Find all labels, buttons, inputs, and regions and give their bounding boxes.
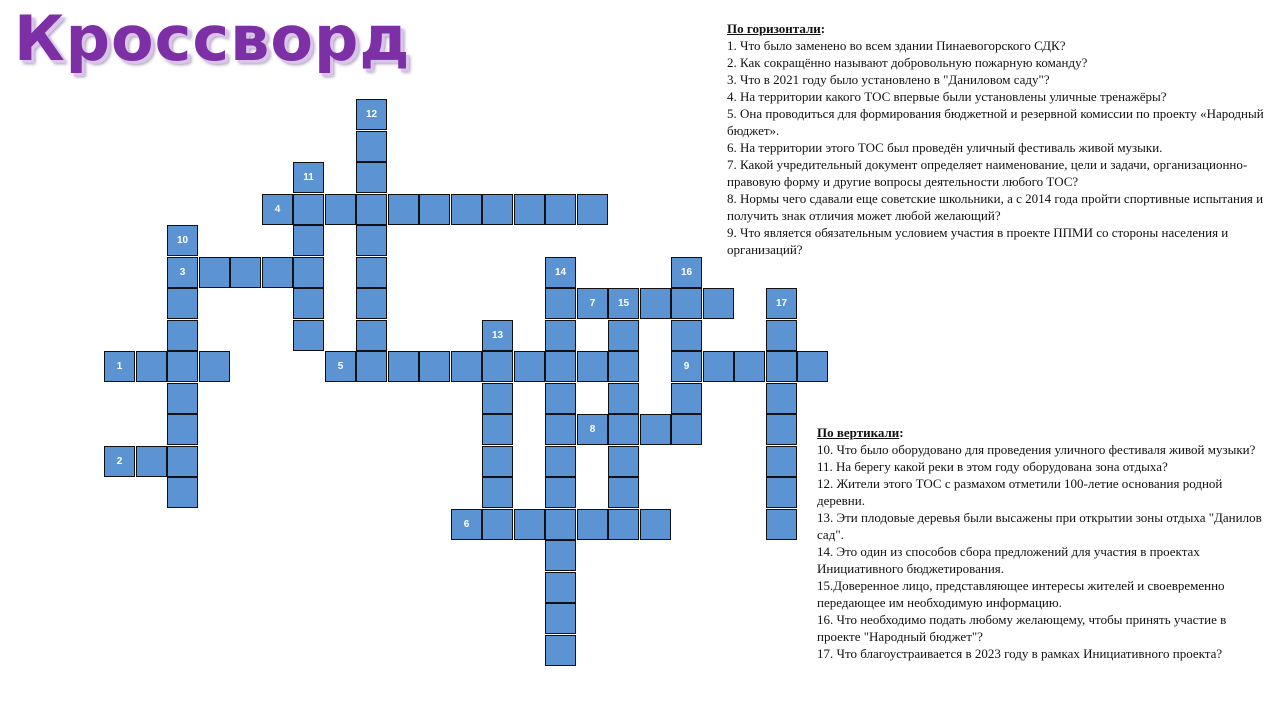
crossword-cell[interactable] xyxy=(388,351,419,382)
across-clue: 2. Как сокращённо называют добровольную пожарную команду? xyxy=(727,55,1088,70)
across-heading: По горизонтали xyxy=(727,21,821,36)
crossword-cell[interactable] xyxy=(482,351,513,382)
page-title: Кроссворд xyxy=(14,2,411,75)
down-clue: 13. Эти плодовые деревья были высажены при открытии зоны отдыха "Данилов сад". xyxy=(817,510,1262,542)
crossword-cell[interactable] xyxy=(671,351,702,382)
crossword-cell[interactable] xyxy=(199,351,230,382)
crossword-cell[interactable] xyxy=(545,540,576,571)
crossword-cell[interactable] xyxy=(356,288,387,319)
crossword-cell[interactable] xyxy=(671,288,702,319)
crossword-cell[interactable] xyxy=(293,162,324,193)
crossword-cell[interactable] xyxy=(640,288,671,319)
crossword-cell[interactable] xyxy=(451,194,482,225)
crossword-cell[interactable] xyxy=(766,351,797,382)
crossword-cell[interactable] xyxy=(356,257,387,288)
crossword-cell[interactable] xyxy=(167,351,198,382)
crossword-cell[interactable] xyxy=(167,257,198,288)
crossword-cell[interactable] xyxy=(703,351,734,382)
crossword-cell[interactable] xyxy=(356,194,387,225)
clue-number: 7 xyxy=(589,298,596,309)
clues-down xyxy=(817,424,1267,662)
crossword-cell[interactable] xyxy=(293,257,324,288)
down-clue: 14. Это один из способов сбора предложений для участия в проектах Инициативного бюджетирования. xyxy=(817,544,1200,576)
crossword-cell[interactable] xyxy=(482,414,513,445)
clue-number: 9 xyxy=(683,361,690,372)
crossword-cell[interactable] xyxy=(167,477,198,508)
crossword-cell[interactable] xyxy=(545,383,576,414)
crossword-cell[interactable] xyxy=(608,509,639,540)
crossword-cell[interactable] xyxy=(703,288,734,319)
crossword-cell[interactable] xyxy=(325,351,356,382)
down-clue: 11. На берегу какой реки в этом году оборудована зона отдыха? xyxy=(817,459,1168,474)
crossword-cell[interactable] xyxy=(167,225,198,256)
clue-number: 17 xyxy=(775,298,788,309)
crossword-cell[interactable] xyxy=(545,477,576,508)
crossword-cell[interactable] xyxy=(766,320,797,351)
crossword-cell[interactable] xyxy=(104,351,135,382)
crossword-cell[interactable] xyxy=(482,320,513,351)
clue-number: 1 xyxy=(116,361,123,372)
crossword-cell[interactable] xyxy=(545,194,576,225)
crossword-cell[interactable] xyxy=(608,351,639,382)
crossword-cell[interactable] xyxy=(766,509,797,540)
crossword-cell[interactable] xyxy=(545,320,576,351)
clue-number: 6 xyxy=(463,519,470,530)
crossword-cell[interactable] xyxy=(608,320,639,351)
crossword-cell[interactable] xyxy=(356,131,387,162)
crossword-cell[interactable] xyxy=(293,288,324,319)
crossword-cell[interactable] xyxy=(577,414,608,445)
crossword-cell[interactable] xyxy=(199,257,230,288)
clue-number: 10 xyxy=(176,235,189,246)
down-clue: 10. Что было оборудовано для проведения уличного фестиваля живой музыки? xyxy=(817,442,1256,457)
crossword-cell[interactable] xyxy=(545,603,576,634)
crossword-cell[interactable] xyxy=(356,99,387,130)
clue-number: 3 xyxy=(179,267,186,278)
crossword-cell[interactable] xyxy=(514,351,545,382)
crossword-cell[interactable] xyxy=(608,446,639,477)
crossword-cell[interactable] xyxy=(608,383,639,414)
crossword-cell[interactable] xyxy=(734,351,765,382)
crossword-cell[interactable] xyxy=(482,446,513,477)
crossword-cell[interactable] xyxy=(514,509,545,540)
crossword-cell[interactable] xyxy=(545,509,576,540)
crossword-cell[interactable] xyxy=(262,194,293,225)
clue-number: 13 xyxy=(491,330,504,341)
crossword-cell[interactable] xyxy=(797,351,828,382)
crossword-cell[interactable] xyxy=(671,257,702,288)
crossword-cell[interactable] xyxy=(640,414,671,445)
crossword-cell[interactable] xyxy=(514,194,545,225)
across-clue: 3. Что в 2021 году было установлено в "Даниловом саду"? xyxy=(727,72,1050,87)
crossword-cell[interactable] xyxy=(325,194,356,225)
crossword-cell[interactable] xyxy=(136,351,167,382)
clue-number: 11 xyxy=(303,172,314,183)
clue-number: 12 xyxy=(365,109,378,120)
crossword-cell[interactable] xyxy=(545,351,576,382)
crossword-cell[interactable] xyxy=(451,509,482,540)
crossword-cell[interactable] xyxy=(167,320,198,351)
across-clue: 7. Какой учредительный документ определяет наименование, цели и задачи, организационно-правовую форму и другие вопросы деятельности любого ТОС? xyxy=(727,157,1248,189)
crossword-cell[interactable] xyxy=(545,446,576,477)
crossword-cell[interactable] xyxy=(451,351,482,382)
crossword-cell[interactable] xyxy=(419,351,450,382)
across-heading-colon: : xyxy=(820,21,826,36)
crossword-cell[interactable] xyxy=(293,320,324,351)
crossword-cell[interactable] xyxy=(545,288,576,319)
clue-number: 4 xyxy=(274,204,281,215)
crossword-cell[interactable] xyxy=(577,194,608,225)
crossword-cell[interactable] xyxy=(356,162,387,193)
crossword-cell[interactable] xyxy=(482,477,513,508)
crossword-cell[interactable] xyxy=(671,383,702,414)
crossword-cell[interactable] xyxy=(766,414,797,445)
across-clue: 5. Она проводиться для формирования бюджетной и резервной комиссии по проекту «Народный бюджет». xyxy=(727,106,1264,138)
down-heading-colon: : xyxy=(899,425,904,440)
crossword-cell[interactable] xyxy=(545,572,576,603)
crossword-cell[interactable] xyxy=(356,225,387,256)
down-clue: 15.Доверенное лицо, представляющее интересы жителей и своевременно передающее им необходимую информацию. xyxy=(817,578,1225,610)
crossword-cell[interactable] xyxy=(482,383,513,414)
clue-number: 16 xyxy=(680,267,693,278)
clue-number: 5 xyxy=(337,361,344,372)
crossword-cell[interactable] xyxy=(419,194,450,225)
crossword-cell[interactable] xyxy=(671,320,702,351)
crossword-cell[interactable] xyxy=(577,351,608,382)
clue-number: 8 xyxy=(589,424,596,435)
crossword-cell[interactable] xyxy=(608,477,639,508)
down-clue-list xyxy=(817,441,1267,662)
crossword-cell[interactable] xyxy=(545,257,576,288)
crossword-cell[interactable] xyxy=(766,477,797,508)
clues-across xyxy=(727,20,1267,258)
crossword-cell[interactable] xyxy=(167,288,198,319)
crossword-cell[interactable] xyxy=(136,446,167,477)
crossword-cell[interactable] xyxy=(766,446,797,477)
crossword-cell[interactable] xyxy=(167,414,198,445)
across-clue: 4. На территории какого ТОС впервые были установлены уличные тренажёры? xyxy=(727,89,1167,104)
down-clue: 12. Жители этого ТОС с размахом отметили 100-летие основания родной деревни. xyxy=(817,476,1223,508)
clue-number: 2 xyxy=(116,456,123,467)
crossword-cell[interactable] xyxy=(262,257,293,288)
clue-number: 15 xyxy=(617,298,630,309)
crossword-cell[interactable] xyxy=(356,320,387,351)
down-clue: 16. Что необходимо подать любому желающему, чтобы принять участие в проекте "Народный бюджет"? xyxy=(817,612,1227,644)
down-heading: По вертикали xyxy=(817,425,900,440)
across-clue: 6. На территории этого ТОС был проведён уличный фестиваль живой музыки. xyxy=(727,140,1163,155)
crossword-cell[interactable] xyxy=(230,257,261,288)
across-clue-list xyxy=(727,37,1267,258)
crossword-cell[interactable] xyxy=(608,288,639,319)
crossword-cell[interactable] xyxy=(640,509,671,540)
crossword-cell[interactable] xyxy=(577,288,608,319)
crossword-cell[interactable] xyxy=(356,351,387,382)
crossword-cell[interactable] xyxy=(293,225,324,256)
across-clue: 9. Что является обязательным условием участия в проекте ППМИ со стороны населения и организаций? xyxy=(727,225,1229,257)
crossword-cell[interactable] xyxy=(577,509,608,540)
crossword-cell[interactable] xyxy=(293,194,324,225)
crossword-cell[interactable] xyxy=(766,383,797,414)
across-clue: 8. Нормы чего сдавали еще советские школьники, а с 2014 года пройти спортивные испытания и получить знак отличия может любой желающий? xyxy=(727,191,1264,223)
crossword-cell[interactable] xyxy=(167,446,198,477)
across-clue: 1. Что было заменено во всем здании Пинаевогорского СДК? xyxy=(727,38,1066,53)
crossword-cell[interactable] xyxy=(766,288,797,319)
crossword-cell[interactable] xyxy=(545,414,576,445)
clue-number: 14 xyxy=(554,267,567,278)
crossword-cell[interactable] xyxy=(482,194,513,225)
crossword-cell[interactable] xyxy=(608,414,639,445)
crossword-cell[interactable] xyxy=(482,509,513,540)
down-clue: 17. Что благоустраивается в 2023 году в рамках Инициативного проекта? xyxy=(817,646,1223,661)
crossword-cell[interactable] xyxy=(545,635,576,666)
crossword-cell[interactable] xyxy=(388,194,419,225)
crossword-cell[interactable] xyxy=(104,446,135,477)
crossword-cell[interactable] xyxy=(671,414,702,445)
crossword-cell[interactable] xyxy=(167,383,198,414)
